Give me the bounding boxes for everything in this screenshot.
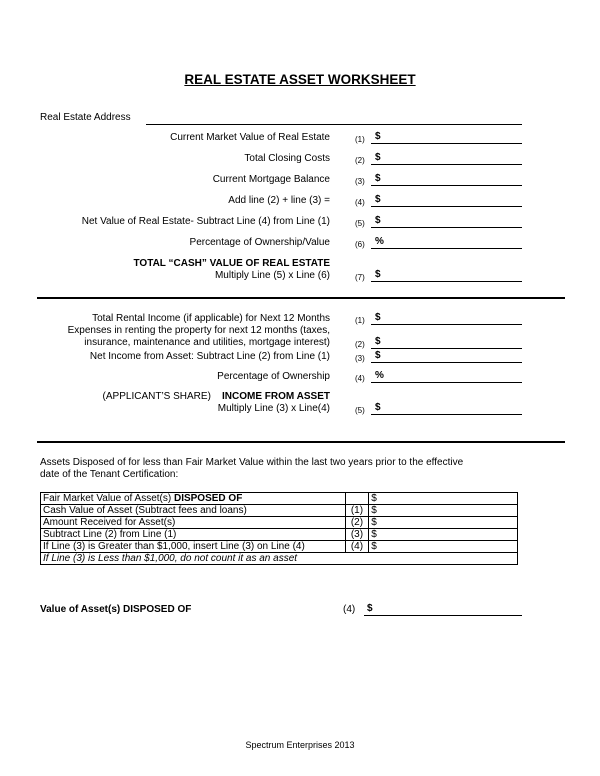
mortgage-balance-prefix: $ bbox=[375, 173, 381, 184]
expenses-field[interactable] bbox=[371, 336, 522, 349]
disposed-note-row bbox=[41, 553, 518, 565]
ownership-field[interactable] bbox=[371, 370, 522, 383]
rental-income-num: (1) bbox=[355, 316, 365, 325]
disposed-intro-line1: Assets Disposed of for less than Fair Market Value within the last two years prior to the effective bbox=[40, 457, 464, 468]
disposed-row-label bbox=[41, 541, 346, 553]
value-disposed-label: Value of Asset(s) DISPOSED OF bbox=[40, 604, 192, 615]
disposed-row-num: (1) bbox=[345, 505, 369, 517]
table-row bbox=[41, 541, 518, 553]
ownership-value-prefix: % bbox=[375, 236, 384, 247]
add-lines-num: (4) bbox=[355, 198, 365, 207]
market-value-num: (1) bbox=[355, 135, 365, 144]
ownership-value-field[interactable] bbox=[371, 236, 522, 249]
closing-costs-num: (2) bbox=[355, 156, 365, 165]
add-lines-prefix: $ bbox=[375, 194, 381, 205]
disposed-row-label bbox=[41, 517, 346, 529]
rental-income-label: Total Rental Income (if applicable) for Next 12 Months bbox=[92, 313, 330, 324]
section-divider-2 bbox=[37, 441, 565, 443]
applicant-share-label: Multiply Line (3) x Line(4) bbox=[217, 403, 330, 414]
net-income-prefix: $ bbox=[375, 350, 381, 361]
disposed-row-label bbox=[41, 529, 346, 541]
net-value-num: (5) bbox=[355, 219, 365, 228]
ownership-num: (4) bbox=[355, 374, 365, 383]
mortgage-balance-label: Current Mortgage Balance bbox=[212, 174, 330, 185]
table-row bbox=[41, 505, 518, 517]
address-label: Real Estate Address bbox=[40, 112, 131, 123]
disposed-row-num: (2) bbox=[345, 517, 369, 529]
disposed-row-value[interactable]: $ bbox=[369, 541, 518, 553]
disposed-row-label-text: Fair Market Value of Asset(s) bbox=[43, 493, 174, 504]
total-cash-title: TOTAL “CASH” VALUE OF REAL ESTATE bbox=[133, 258, 330, 269]
disposed-row-label-text: Amount Received for Asset(s) bbox=[43, 517, 176, 528]
net-value-label: Net Value of Real Estate- Subtract Line (4) from Line (1) bbox=[81, 216, 330, 227]
disposed-row-label-text: If Line (3) is Greater than $1,000, insert Line (3) on Line (4) bbox=[43, 541, 305, 552]
market-value-field[interactable] bbox=[371, 131, 522, 144]
table-row bbox=[41, 493, 518, 505]
total-cash-label: Multiply Line (5) x Line (6) bbox=[214, 270, 330, 281]
add-lines-field[interactable] bbox=[371, 194, 522, 207]
applicant-share-prefix: $ bbox=[375, 402, 381, 413]
market-value-prefix: $ bbox=[375, 131, 381, 142]
address-field[interactable] bbox=[146, 112, 522, 125]
disposed-row-label-bold: DISPOSED OF bbox=[173, 493, 243, 504]
total-cash-prefix: $ bbox=[375, 269, 381, 280]
add-lines-label: Add line (2) + line (3) = bbox=[228, 195, 330, 206]
disposed-row-value[interactable]: $ bbox=[369, 517, 518, 529]
disposed-intro-line2: date of the Tenant Certification: bbox=[40, 469, 179, 480]
disposed-row-num bbox=[345, 493, 369, 505]
page-title: REAL ESTATE ASSET WORKSHEET bbox=[184, 72, 416, 87]
expenses-label-line1: Expenses in renting the property for next 12 months (taxes, bbox=[67, 325, 330, 336]
disposed-row-value[interactable]: $ bbox=[369, 529, 518, 541]
net-income-label: Net Income from Asset: Subtract Line (2) from Line (1) bbox=[89, 351, 330, 362]
disposed-row-value[interactable]: $ bbox=[369, 493, 518, 505]
disposed-row-label bbox=[41, 505, 346, 517]
disposed-row-label bbox=[41, 493, 346, 505]
disposed-note: If Line (3) is Less than $1,000, do not count it as an asset bbox=[41, 553, 518, 565]
net-income-num: (3) bbox=[355, 354, 365, 363]
section-divider-1 bbox=[37, 297, 565, 299]
disposed-row-label-text: Subtract Line (2) from Line (1) bbox=[43, 529, 177, 540]
value-disposed-field[interactable] bbox=[364, 603, 522, 616]
net-value-field[interactable] bbox=[371, 215, 522, 228]
mortgage-balance-num: (3) bbox=[355, 177, 365, 186]
table-row bbox=[41, 529, 518, 541]
ownership-value-label: Percentage of Ownership/Value bbox=[189, 237, 330, 248]
applicant-share-bold: INCOME FROM ASSET bbox=[222, 391, 330, 402]
net-value-prefix: $ bbox=[375, 215, 381, 226]
value-disposed-num: (4) bbox=[343, 604, 356, 615]
applicant-share-heading bbox=[103, 391, 330, 402]
mortgage-balance-field[interactable] bbox=[371, 173, 522, 186]
net-income-field[interactable] bbox=[371, 350, 522, 363]
closing-costs-prefix: $ bbox=[375, 152, 381, 163]
value-disposed-prefix: $ bbox=[367, 603, 373, 614]
ownership-value-num: (6) bbox=[355, 240, 365, 249]
disposed-row-num: (3) bbox=[345, 529, 369, 541]
expenses-prefix: $ bbox=[375, 336, 381, 347]
closing-costs-label: Total Closing Costs bbox=[244, 153, 330, 164]
expenses-label-line2: insurance, maintenance and utilities, mortgage interest) bbox=[84, 337, 330, 348]
ownership-prefix: % bbox=[375, 370, 384, 381]
rental-income-field[interactable] bbox=[371, 312, 522, 325]
disposed-row-num: (4) bbox=[345, 541, 369, 553]
market-value-label: Current Market Value of Real Estate bbox=[170, 132, 330, 143]
total-cash-field[interactable] bbox=[371, 269, 522, 282]
footer: Spectrum Enterprises 2013 bbox=[245, 740, 355, 750]
rental-income-prefix: $ bbox=[375, 312, 381, 323]
applicant-share-plain: (APPLICANT’S SHARE) bbox=[102, 391, 211, 402]
ownership-label: Percentage of Ownership bbox=[217, 371, 330, 382]
applicant-share-num: (5) bbox=[355, 406, 365, 415]
disposed-row-label-text: Cash Value of Asset (Subtract fees and loans) bbox=[43, 505, 247, 516]
total-cash-num: (7) bbox=[355, 273, 365, 282]
table-row bbox=[41, 517, 518, 529]
closing-costs-field[interactable] bbox=[371, 152, 522, 165]
expenses-num: (2) bbox=[355, 340, 365, 349]
disposed-row-value[interactable]: $ bbox=[369, 505, 518, 517]
disposed-table bbox=[40, 492, 518, 565]
applicant-share-field[interactable] bbox=[371, 402, 522, 415]
